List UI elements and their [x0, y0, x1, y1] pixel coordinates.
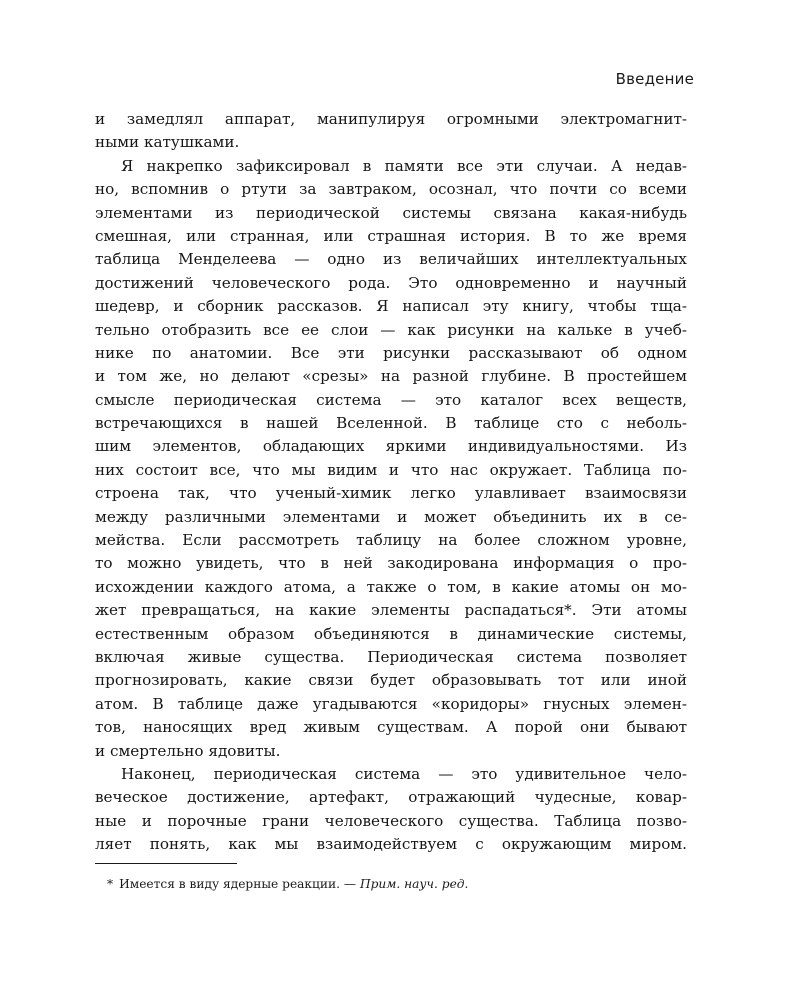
text-line: атом. В таблице даже угадываются «коридоры» гнусных элемен-: [95, 694, 687, 713]
text-line: Наконец, периодическая система — это удивительное чело-: [121, 764, 687, 783]
text-line: веческое достижение, артефакт, отражающий чудесные, ковар-: [95, 788, 687, 807]
text-line: ляет понять, как мы взаимодействуем с окружающим миром.: [95, 835, 687, 854]
text-line: жет превращаться, на какие элементы распадаться*. Эти атомы: [95, 601, 687, 620]
text-line: и замедлял аппарат, манипулируя огромными электромагнит-: [95, 110, 687, 128]
text-line: шим элементов, обладающих яркими индивидуальностями. Из: [95, 437, 687, 456]
text-line: исхождении каждого атома, а также о том, в какие атомы он мо-: [95, 577, 687, 596]
body-text: [95, 108, 687, 857]
text-line: встречающихся в нашей Вселенной. В таблице сто с неболь-: [95, 414, 687, 433]
running-head: Введение: [615, 70, 694, 88]
text-line: тов, наносящих вред живым существам. А порой они бывают: [95, 718, 687, 737]
footnote-source: Прим. науч. ред.: [359, 877, 469, 891]
text-line: смысле периодическая система — это каталог всех веществ,: [95, 390, 687, 409]
footnote-text: Имеется в виду ядерные реакции. —: [119, 877, 360, 891]
footnote: [107, 877, 468, 891]
text-line: нике по анатомии. Все эти рисунки рассказывают об одном: [95, 343, 687, 362]
text-line: таблица Менделеева — одно из величайших интеллектуальных: [95, 250, 687, 269]
text-line: ные и порочные грани человеческого существа. Таблица позво-: [95, 811, 687, 830]
text-line: мейства. Если рассмотреть таблицу на более сложном уровне,: [95, 531, 687, 550]
text-line: естественным образом объединяются в динамические системы,: [95, 624, 687, 643]
text-line: Я накрепко зафиксировал в памяти все эти случаи. А недав-: [121, 156, 687, 175]
text-line: шедевр, и сборник рассказов. Я написал эту книгу, чтобы тща-: [95, 297, 687, 316]
text-line: и том же, но делают «срезы» на разной глубине. В простейшем: [95, 367, 687, 386]
text-line: тельно отобразить все ее слои — как рисунки на кальке в учеб-: [95, 320, 687, 339]
text-line: смешная, или странная, или страшная история. В то же время: [95, 226, 687, 245]
footnote-marker: *: [107, 877, 114, 891]
text-line: и смертельно ядовиты.: [95, 741, 281, 760]
footnote-divider: [95, 863, 237, 864]
text-line: между различными элементами и может объединить их в се-: [95, 507, 687, 526]
text-line: ными катушками.: [95, 133, 240, 152]
text-line: достижений человеческого рода. Это одновременно и научный: [95, 273, 687, 292]
text-line: элементами из периодической системы связана какая-нибудь: [95, 203, 687, 222]
text-line: прогнозировать, какие связи будет образовывать тот или иной: [95, 671, 687, 690]
text-line: строена так, что ученый-химик легко улавливает взаимосвязи: [95, 484, 687, 503]
text-line: то можно увидеть, что в ней закодирована информация о про-: [95, 554, 687, 573]
text-line: но, вспомнив о ртути за завтраком, осознал, что почти со всеми: [95, 180, 687, 199]
text-line: включая живые существа. Периодическая система позволяет: [95, 647, 687, 666]
text-line: них состоит все, что мы видим и что нас окружает. Таблица по-: [95, 460, 687, 479]
